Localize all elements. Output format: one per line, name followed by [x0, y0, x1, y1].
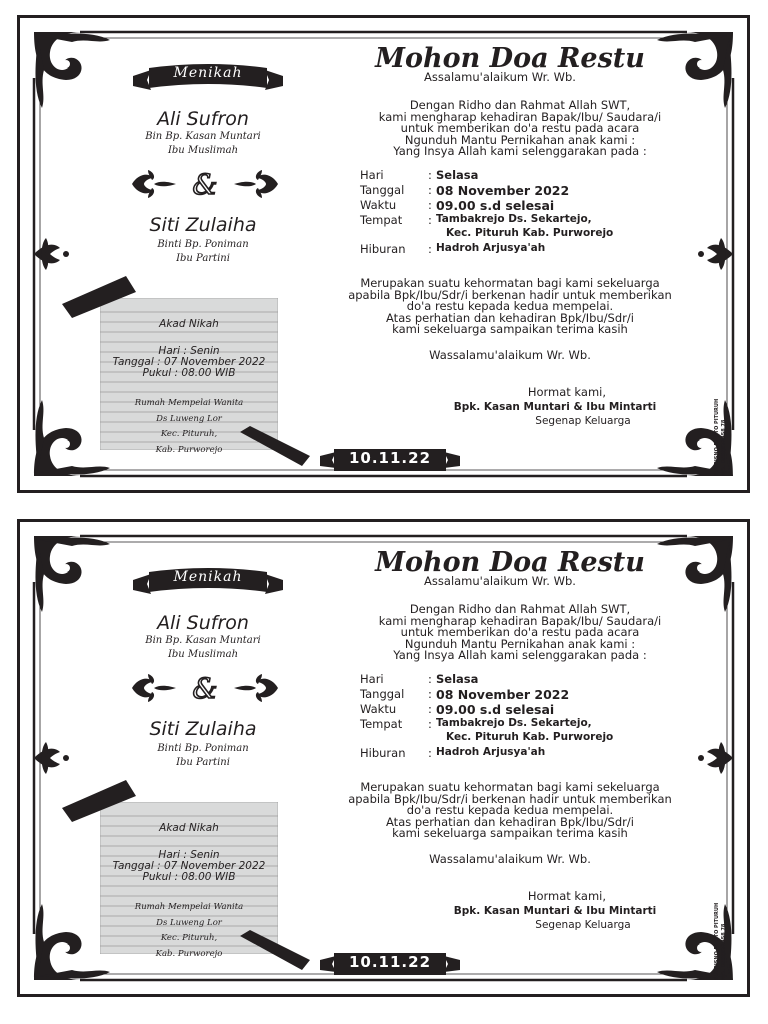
akad-venue-line: Kec. Pituruh, — [160, 429, 218, 439]
groom-name: Ali Sufron — [157, 108, 249, 130]
photo-credit — [714, 868, 728, 980]
detail-colon: : — [428, 717, 432, 731]
detail-value: Tambakrejo Ds. Sekartejo, — [436, 213, 592, 225]
intro-line: Ngunduh Mantu Pernikahan anak kami : — [404, 132, 636, 147]
side-fleur-icon — [698, 742, 733, 774]
closing-line: Atas perhatian dan kehadiran Bpk/Ibu/Sdr/i — [386, 814, 634, 829]
detail-value: Kec. Pituruh Kab. Purworejo — [446, 227, 614, 239]
bride-name: Siti Zulaiha — [149, 718, 257, 740]
invitation-title: Mohon Doa Restu — [375, 43, 645, 74]
closing-line: do'a restu kepada kedua mempelai. — [406, 803, 614, 817]
floral-ornament-icon — [130, 668, 280, 708]
invitation-title: Mohon Doa Restu — [375, 547, 645, 578]
signers: Bpk. Kasan Muntari & Ibu Mintarti — [453, 905, 657, 917]
closing-line: apabila Bpk/Ibu/Sdr/i berkenan hadir untuk memberikan — [348, 287, 672, 302]
intro-line: kami mengharap kehadiran Bapak/Ibu/ Saudara/i — [378, 109, 662, 124]
photo-credit-line: SUTRISNO PHOTO PITURUH — [714, 398, 720, 476]
side-fleur-icon — [34, 742, 69, 774]
intro-line: Dengan Ridho dan Rahmat Allah SWT, — [409, 98, 631, 112]
signers: Bpk. Kasan Muntari & Ibu Mintarti — [453, 401, 657, 413]
detail-value: Hadroh Arjusya'ah — [436, 242, 546, 254]
intro-paragraph — [340, 100, 700, 158]
intro-line: untuk memberikan do'a restu pada acara — [400, 121, 640, 135]
detail-label: Tempat — [360, 213, 403, 227]
closing-line: Atas perhatian dan kehadiran Bpk/Ibu/Sdr/i — [386, 310, 634, 325]
detail-label: Waktu — [360, 198, 397, 212]
detail-value: Selasa — [436, 672, 479, 686]
regards: Hormat kami, — [527, 385, 606, 399]
detail-label: Waktu — [360, 702, 397, 716]
intro-line: Yang Insya Allah kami selenggarakan pada : — [393, 144, 647, 158]
detail-label: Hiburan — [360, 242, 406, 256]
akad-day: Hari : Senin — [158, 345, 220, 357]
akad-info — [100, 850, 278, 883]
detail-label: Hari — [360, 672, 384, 686]
date-ribbon-text: 10.11.22 — [348, 953, 432, 971]
akad-day: Hari : Senin — [158, 849, 220, 861]
ampersand: & — [192, 168, 218, 201]
groom-mother: Ibu Muslimah — [167, 649, 239, 660]
akad-venue — [100, 396, 278, 458]
corner-flourish-icon — [34, 904, 110, 980]
detail-colon: : — [428, 242, 432, 256]
bride-father: Binti Bp. Poniman — [157, 743, 249, 754]
akad-venue-line: Rumah Mempelai Wanita — [134, 398, 244, 408]
detail-value: 08 November 2022 — [436, 687, 570, 702]
akad-venue-line: Ds Luweng Lor — [156, 917, 222, 928]
corner-flourish-icon — [34, 536, 110, 612]
detail-colon: : — [428, 672, 432, 686]
wassalam: Wassalamu'alaikum Wr. Wb. — [429, 852, 591, 866]
akad-date: Tanggal : 07 November 2022 — [112, 860, 266, 872]
photo-credit-line: WA. 0858871358 78 — [721, 923, 727, 980]
detail-label: Hari — [360, 168, 384, 182]
detail-colon: : — [428, 746, 432, 760]
bride-mother: Ibu Partini — [176, 253, 230, 264]
ribbon-label: Menikah — [173, 569, 243, 585]
akad-title: Akad Nikah — [159, 318, 219, 330]
detail-colon: : — [428, 183, 432, 197]
date-ribbon-text: 10.11.22 — [348, 449, 432, 467]
akad-venue-line: Kab. Purworejo — [155, 444, 223, 455]
detail-colon: : — [428, 198, 432, 212]
intro-paragraph — [340, 604, 700, 662]
intro-line: Yang Insya Allah kami selenggarakan pada : — [393, 648, 647, 662]
detail-colon: : — [428, 702, 432, 716]
akad-venue-line: Ds Luweng Lor — [156, 413, 222, 424]
groom-name: Ali Sufron — [157, 612, 249, 634]
regards: Hormat kami, — [527, 889, 606, 903]
intro-line: Ngunduh Mantu Pernikahan anak kami : — [404, 636, 636, 651]
closing-line: do'a restu kepada kedua mempelai. — [406, 299, 614, 313]
akad-time: Pukul : 08.00 WIB — [142, 871, 236, 883]
akad-venue-line: Rumah Mempelai Wanita — [134, 902, 244, 912]
akad-info — [100, 346, 278, 379]
photo-credit-line: SUTRISNO PHOTO PITURUH — [714, 902, 720, 980]
detail-colon: : — [428, 213, 432, 227]
bride-parents — [103, 238, 303, 266]
detail-value: 09.00 s.d selesai — [436, 198, 555, 213]
groom-father: Bin Bp. Kasan Muntari — [145, 131, 261, 142]
invitation-card — [17, 15, 750, 493]
greeting: Assalamu'alaikum Wr. Wb. — [424, 70, 576, 84]
greeting: Assalamu'alaikum Wr. Wb. — [424, 574, 576, 588]
signoff: Segenap Keluarga — [535, 415, 631, 427]
intro-line: untuk memberikan do'a restu pada acara — [400, 625, 640, 639]
closing-paragraph — [320, 278, 700, 336]
detail-value: Tambakrejo Ds. Sekartejo, — [436, 717, 592, 729]
intro-line: kami mengharap kehadiran Bapak/Ibu/ Saudara/i — [378, 613, 662, 628]
detail-colon: : — [428, 687, 432, 701]
akad-venue-line: Kec. Pituruh, — [160, 933, 218, 943]
closing-line: kami sekeluarga sampaikan terima kasih — [392, 826, 628, 840]
corner-flourish-icon — [34, 400, 110, 476]
invitation-card — [17, 519, 750, 997]
akad-venue — [100, 900, 278, 962]
closing-line: Merupakan suatu kehormatan bagi kami sekeluarga — [360, 780, 660, 794]
groom-parents — [103, 130, 303, 158]
corner-flourish-icon — [34, 32, 110, 108]
floral-ornament-icon — [130, 164, 280, 204]
bride-parents — [103, 742, 303, 770]
detail-value: 08 November 2022 — [436, 183, 570, 198]
closing-line: kami sekeluarga sampaikan terima kasih — [392, 322, 628, 336]
akad-date: Tanggal : 07 November 2022 — [112, 356, 266, 368]
detail-value: 09.00 s.d selesai — [436, 702, 555, 717]
closing-paragraph — [320, 782, 700, 840]
detail-value: Selasa — [436, 168, 479, 182]
tape-strip-icon — [60, 778, 138, 822]
detail-label: Tanggal — [360, 687, 405, 701]
signoff: Segenap Keluarga — [535, 919, 631, 931]
detail-label: Hiburan — [360, 746, 406, 760]
side-fleur-icon — [34, 238, 69, 270]
groom-father: Bin Bp. Kasan Muntari — [145, 635, 261, 646]
bride-name: Siti Zulaiha — [149, 214, 257, 236]
intro-line: Dengan Ridho dan Rahmat Allah SWT, — [409, 602, 631, 616]
photo-credit-line: WA. 0858871358 78 — [721, 419, 727, 476]
groom-mother: Ibu Muslimah — [167, 145, 239, 156]
bride-father: Binti Bp. Poniman — [157, 239, 249, 250]
ribbon-label: Menikah — [173, 65, 243, 81]
detail-value: Hadroh Arjusya'ah — [436, 746, 546, 758]
akad-title: Akad Nikah — [159, 822, 219, 834]
ampersand: & — [192, 672, 218, 705]
detail-value: Kec. Pituruh Kab. Purworejo — [446, 731, 614, 743]
wassalam: Wassalamu'alaikum Wr. Wb. — [429, 348, 591, 362]
detail-label: Tempat — [360, 717, 403, 731]
detail-label: Tanggal — [360, 183, 405, 197]
photo-credit — [714, 364, 728, 476]
akad-venue-line: Kab. Purworejo — [155, 948, 223, 959]
detail-colon: : — [428, 168, 432, 182]
side-fleur-icon — [698, 238, 733, 270]
closing-line: apabila Bpk/Ibu/Sdr/i berkenan hadir untuk memberikan — [348, 791, 672, 806]
tape-strip-icon — [60, 274, 138, 318]
groom-parents — [103, 634, 303, 662]
akad-time: Pukul : 08.00 WIB — [142, 367, 236, 379]
closing-line: Merupakan suatu kehormatan bagi kami sekeluarga — [360, 276, 660, 290]
bride-mother: Ibu Partini — [176, 757, 230, 768]
